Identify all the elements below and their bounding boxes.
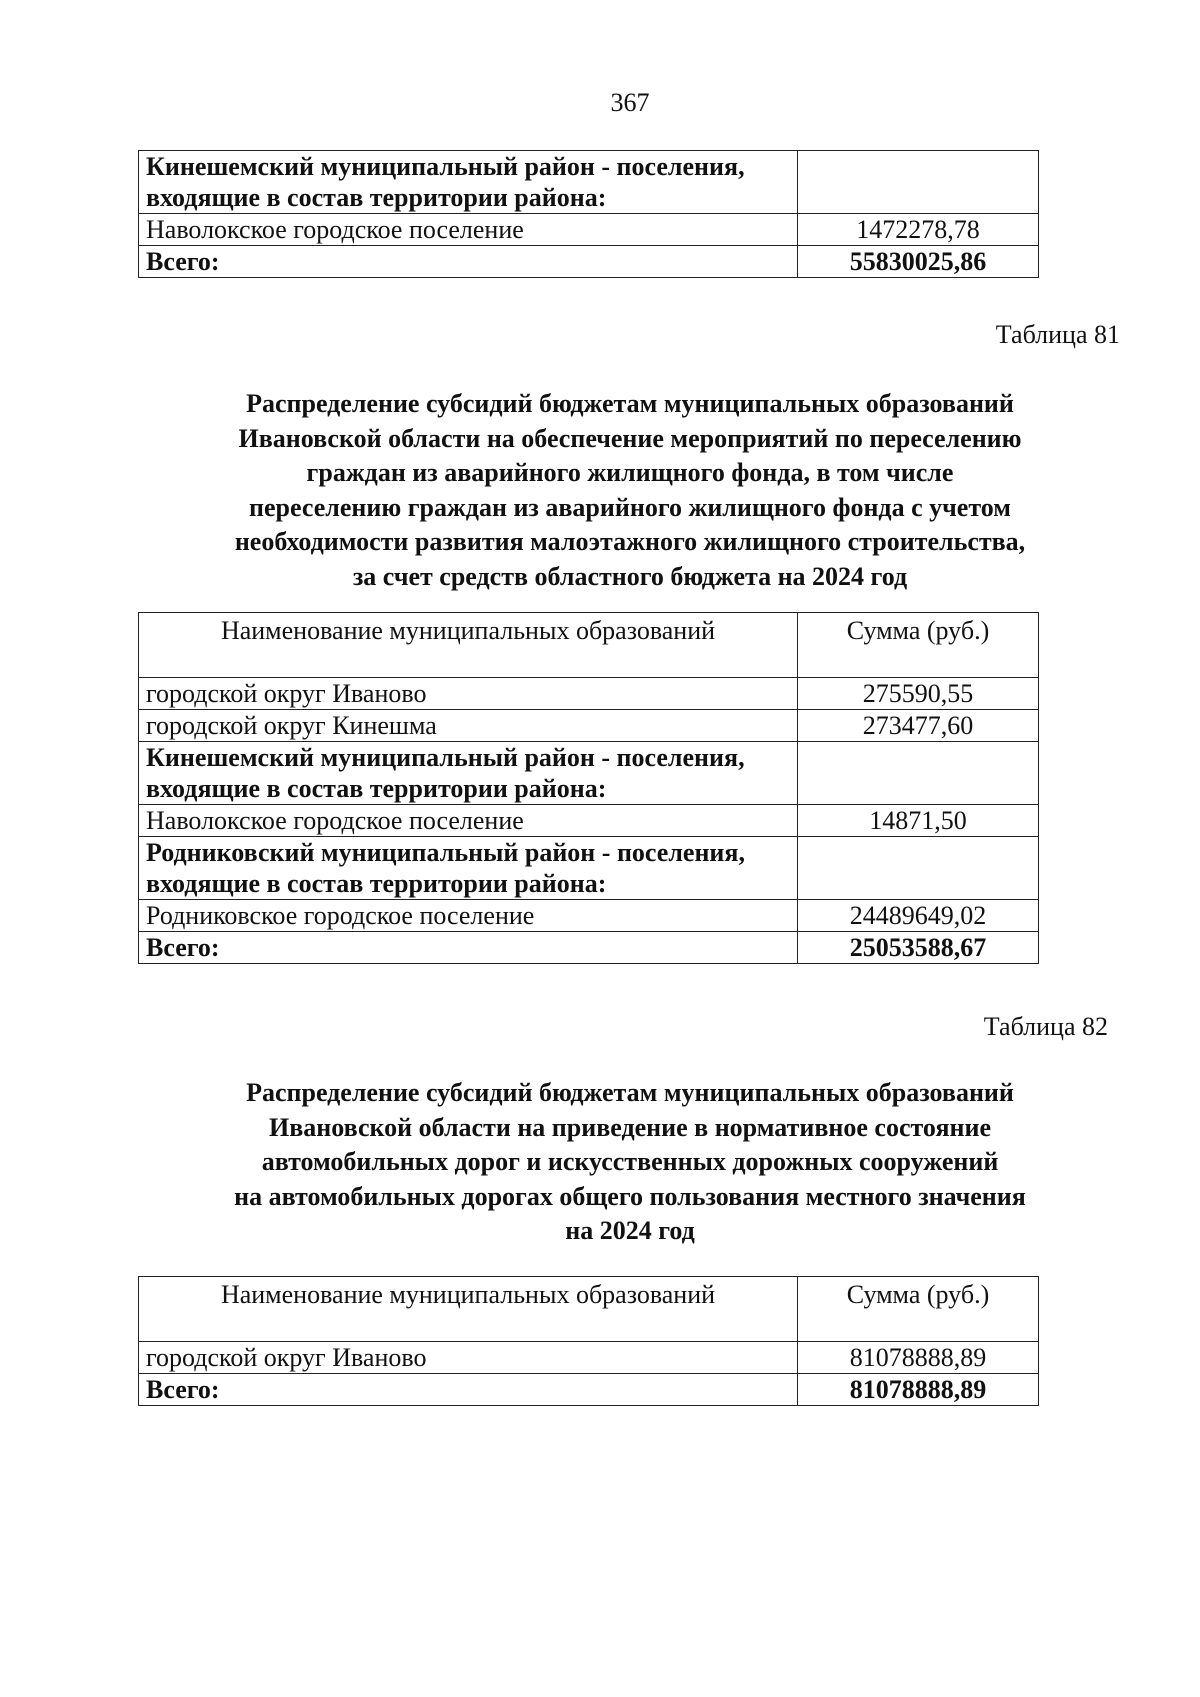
- sum-cell: [798, 742, 1039, 805]
- table-row: [139, 1342, 1039, 1374]
- table-81-title: Распределение субсидий бюджетам муниципальных образований Ивановской области на обеспечение мероприятий по переселению граждан из аварийного жилищного фонда, в том числе переселению граждан из аварийного жилищного фонда с учетом необходимости развития малоэтажного жилищного строительства, за счет средств областного бюджета на 2024 год: [234, 389, 1026, 591]
- page-number: 367: [610, 88, 650, 117]
- table-row: [139, 837, 1039, 900]
- table-81: [138, 612, 1039, 964]
- sum-cell: [798, 837, 1039, 900]
- total-label: Всего:: [139, 1374, 798, 1406]
- sum-cell: [798, 151, 1039, 214]
- district-group-cell: Кинешемский муниципальный район - поселения, входящие в состав территории района:: [139, 151, 798, 214]
- table-row: [139, 678, 1039, 710]
- table-row: [139, 710, 1039, 742]
- sum-cell: 1472278,78: [798, 214, 1039, 246]
- column-header-name: Наименование муниципальных образований: [139, 1277, 798, 1342]
- district-group-cell: Родниковский муниципальный район - поселения, входящие в состав территории района:: [139, 837, 798, 900]
- municipality-name: Наволокское городское поселение: [139, 214, 798, 246]
- total-sum: 81078888,89: [798, 1374, 1039, 1406]
- table-row: [139, 900, 1039, 932]
- district-group-cell: Кинешемский муниципальный район - поселения, входящие в состав территории района:: [139, 742, 798, 805]
- continued-table: [138, 150, 1039, 278]
- table-82-caption: Таблица 82: [983, 1012, 1108, 1041]
- table-row: [139, 805, 1039, 837]
- table-row: [139, 214, 1039, 246]
- sum-cell: 275590,55: [798, 678, 1039, 710]
- table-82: [138, 1276, 1039, 1406]
- sum-cell: 273477,60: [798, 710, 1039, 742]
- municipality-name: городской округ Иваново: [139, 1342, 798, 1374]
- total-row: [139, 932, 1039, 964]
- table-header-row: [139, 1277, 1039, 1342]
- table-81-caption: Таблица 81: [995, 320, 1120, 349]
- total-row: [139, 246, 1039, 278]
- table-row: [139, 742, 1039, 805]
- municipality-name: городской округ Кинешма: [139, 710, 798, 742]
- column-header-sum: Сумма (руб.): [798, 613, 1039, 678]
- sum-cell: 14871,50: [798, 805, 1039, 837]
- total-sum: 25053588,67: [798, 932, 1039, 964]
- total-label: Всего:: [139, 246, 798, 278]
- column-header-sum: Сумма (руб.): [798, 1277, 1039, 1342]
- total-row: [139, 1374, 1039, 1406]
- column-header-name: Наименование муниципальных образований: [139, 613, 798, 678]
- total-label: Всего:: [139, 932, 798, 964]
- table-82-title: Распределение субсидий бюджетам муниципальных образований Ивановской области на приведение в нормативное состояние автомобильных дорог и искусственных дорожных сооружений на автомобильных дорогах общего пользования местного значения на 2024 год: [234, 1078, 1026, 1245]
- table-header-row: [139, 613, 1039, 678]
- municipality-name: Наволокское городское поселение: [139, 805, 798, 837]
- sum-cell: 81078888,89: [798, 1342, 1039, 1374]
- sum-cell: 24489649,02: [798, 900, 1039, 932]
- total-sum: 55830025,86: [798, 246, 1039, 278]
- municipality-name: городской округ Иваново: [139, 678, 798, 710]
- municipality-name: Родниковское городское поселение: [139, 900, 798, 932]
- table-row: [139, 151, 1039, 214]
